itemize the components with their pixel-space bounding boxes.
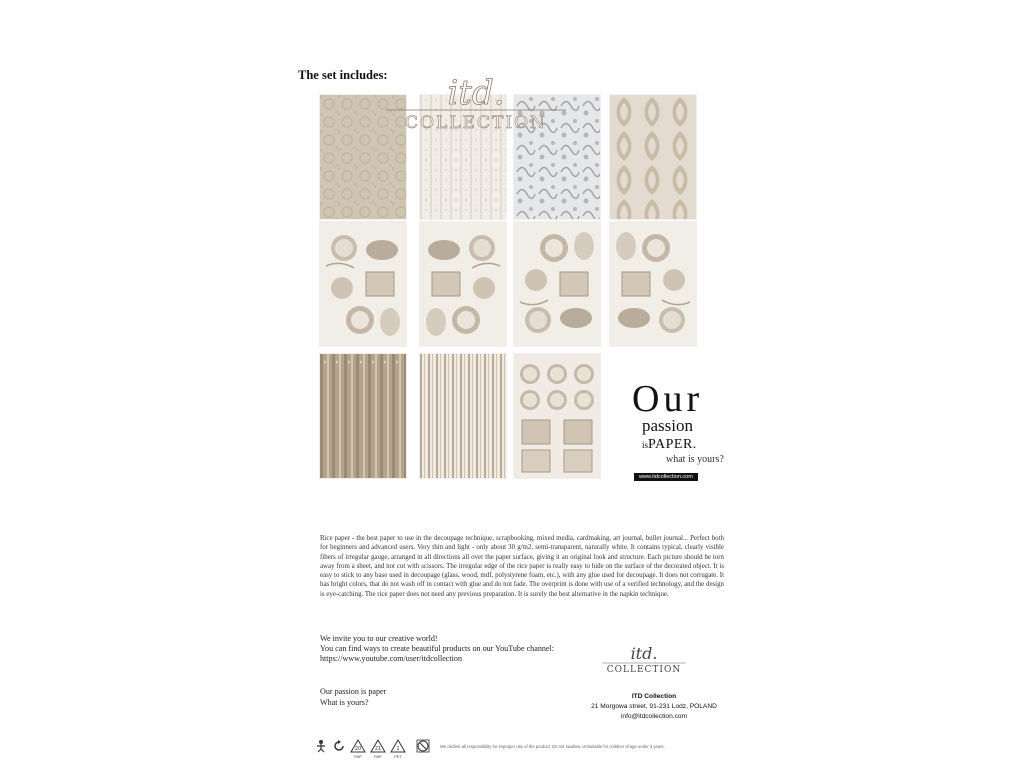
- svg-text:20: 20: [354, 746, 362, 752]
- logo-small-bottom-text: COLLECTION: [606, 665, 682, 675]
- invite-line-2: You can find ways to create beautiful products on our YouTube channel:: [320, 644, 555, 653]
- invite-line-1: We invite you to our creative world!: [320, 634, 438, 643]
- tile-brown-lace-borders: [320, 354, 406, 478]
- logo-top-text: itd.: [447, 73, 505, 113]
- invite-block: [320, 634, 620, 664]
- recycle-pap-icon-2: [370, 739, 386, 759]
- svg-text:1: 1: [396, 746, 400, 752]
- tile-angels-4: [610, 222, 696, 346]
- recycle-code-3: PET: [394, 754, 402, 759]
- itd-collection-logo-small: [594, 643, 694, 675]
- passion-url[interactable]: www.itdcollection.com: [634, 473, 698, 481]
- tile-lace-stripes: [420, 354, 506, 478]
- passion-block: [632, 378, 732, 483]
- passion-footer: [320, 687, 386, 708]
- recycle-pet-icon: [390, 739, 406, 759]
- company-street: 21 Morgowa street, 91-231 Lodz, POLAND: [591, 703, 717, 710]
- recycle-code-2: PAP: [374, 754, 382, 759]
- logo-bottom-text: COLLECTION: [405, 113, 547, 133]
- tile-angels-2: [420, 222, 506, 346]
- passion-footer-line-2: What is yours?: [320, 697, 369, 707]
- recycle-code-1: PAP: [354, 754, 362, 759]
- company-email[interactable]: info@itdcollection.com: [620, 713, 688, 720]
- passion-paper: PAPER.: [648, 437, 697, 452]
- disclaimer-text: We decline all responsibility for improper use of the product. Do not swallow. Unsuitable for children of age under 3 years.: [440, 744, 665, 749]
- passion-our: Our: [632, 378, 704, 420]
- company-name: ITD Collection: [631, 693, 677, 700]
- recycle-icon: [332, 739, 346, 753]
- no-mouth-icon: [416, 739, 430, 753]
- product-sheet: [290, 56, 734, 759]
- recycle-pap-icon-1: [350, 739, 366, 759]
- tile-angels-3: [514, 222, 600, 346]
- passion-is: is: [642, 440, 649, 450]
- set-includes-label: The set includes:: [298, 68, 388, 82]
- itd-collection-logo: [376, 70, 576, 134]
- youtube-link[interactable]: https://www.youtube.com/user/itdcollection: [320, 654, 462, 663]
- svg-text:21: 21: [374, 746, 382, 752]
- passion-footer-line-1: Our passion is paper: [320, 687, 387, 696]
- product-description: Rice paper - the best paper to use in the decoupage technique, scrapbooking, mixed media, cardmaking, art journal, bullet journal... Perfect both for beginners and advanced users. Very thin and light - only about 30 g/m2, semi-transparent, naturally white. It contains typical, clearly visible fibers of irregular gauge, arranged in all directions all over the paper surface, giving it an original look and structure. Each picture should be torn away from a sheet, and not cut with scissors. The irregular edge of the rice paper is really easy to hide on the surface of the decorated object. It is easy to stick to any base used in decoupage (glass, wood, mdf, polystyrene foam, etc.), with any glue used for decoupage. It does not corrugate. It has bright colors, that do not wash off in contact with glue and do not fade. The overprint is done with use of a verified technology, and the design is eye-catching. The rice paper does not need any previous preparation. It is surely the best alternative in the napkin technique.: [320, 535, 724, 598]
- tile-angel-medallions: [514, 354, 600, 478]
- passion-what: what is yours?: [666, 454, 724, 465]
- tile-angels-1: [320, 222, 406, 346]
- tile-beige-damask: [610, 95, 696, 219]
- person-bin-icon: [314, 739, 328, 753]
- passion-word: passion: [642, 416, 693, 435]
- company-address: [574, 692, 734, 722]
- logo-small-top-text: itd.: [630, 644, 658, 663]
